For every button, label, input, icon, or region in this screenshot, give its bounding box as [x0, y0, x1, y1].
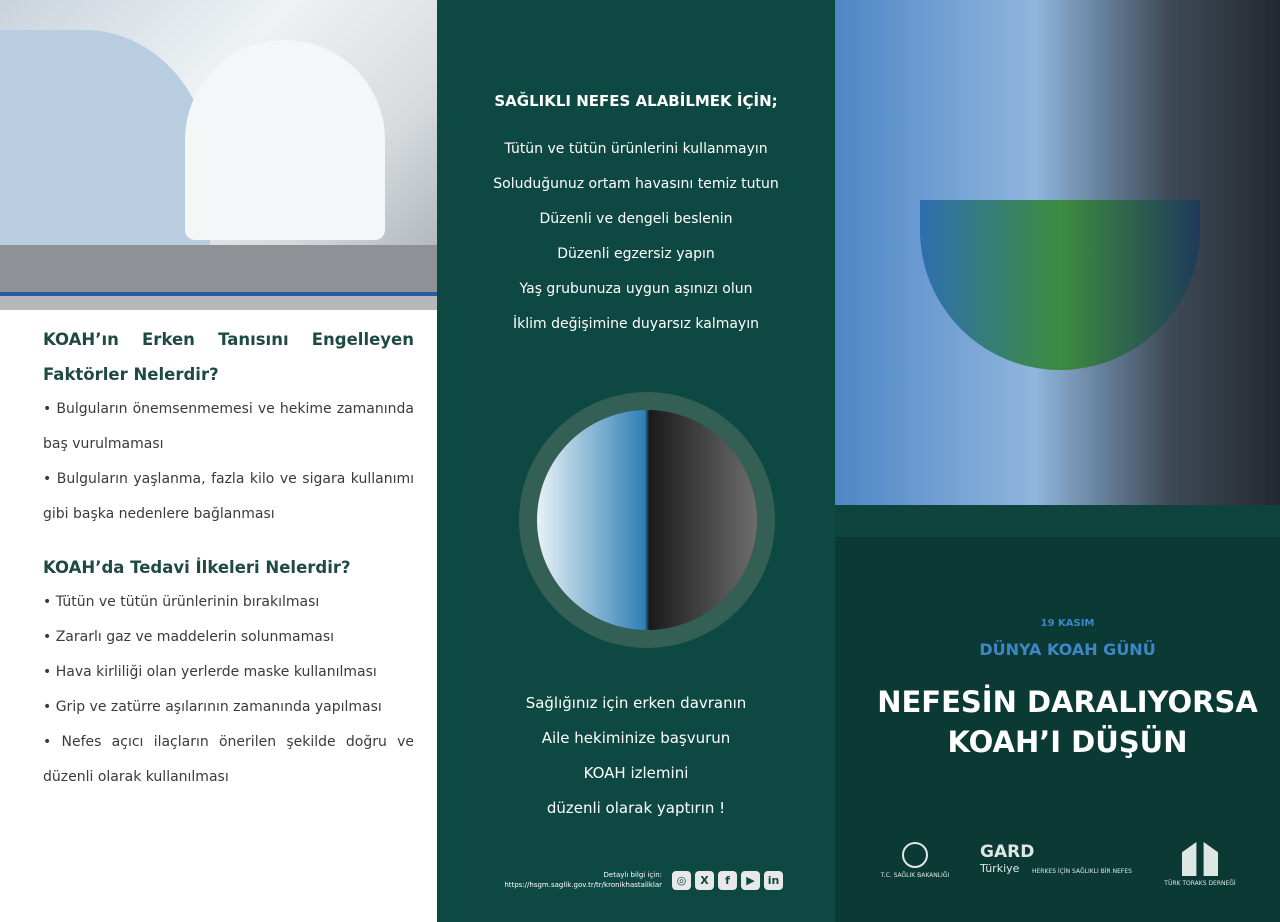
info-url[interactable]: https://hsgm.saglik.gov.tr/tr/kronikhastaliklar	[504, 881, 662, 889]
heading-treatment: KOAH’da Tedavi İlkeleri Nelerdir?	[43, 558, 351, 577]
event-date: 19 KASIM	[1040, 618, 1095, 629]
principle-item: • Hava kirliliği olan yerlerde maske kullanılması	[43, 664, 377, 680]
gard-logo	[980, 842, 1140, 875]
linkedin-icon[interactable]: in	[764, 871, 783, 890]
tts-name: TÜRK TORAKS DERNEĞİ	[1164, 880, 1236, 887]
tip-item: Düzenli ve dengeli beslenin	[539, 211, 733, 227]
ministry-logo	[875, 842, 955, 879]
left-panel	[0, 0, 437, 922]
right-panel	[835, 0, 1280, 922]
instagram-icon[interactable]: ◎	[672, 871, 691, 890]
info-label: Detaylı bilgi için:	[603, 871, 662, 879]
title-line: KOAH’I DÜŞÜN	[947, 725, 1188, 759]
title-line: NEFESİN DARALIYORSA	[877, 685, 1258, 719]
cta-line: KOAH izlemini	[583, 764, 689, 782]
principle-item: • Nefes açıcı ilaçların önerilen şekilde doğru ve düzenli olarak kullanılması	[43, 734, 414, 785]
band	[835, 505, 1280, 537]
footer-info	[504, 870, 783, 890]
tip-item: Tütün ve tütün ürünlerini kullanmayın	[504, 141, 768, 157]
call-to-action	[437, 686, 835, 826]
youtube-icon[interactable]: ▶	[741, 871, 760, 890]
tip-item: İklim değişimine duyarsız kalmayın	[513, 316, 759, 332]
facebook-icon[interactable]: f	[718, 871, 737, 890]
cta-line: Aile hekiminize başvurun	[541, 729, 731, 747]
middle-panel	[437, 0, 835, 922]
tts-logo	[1160, 842, 1240, 887]
principle-item: • Tütün ve tütün ürünlerinin bırakılması	[43, 594, 320, 610]
earth-pollution-image	[835, 0, 1280, 505]
principle-item: • Grip ve zatürre aşılarının zamanında yapılması	[43, 699, 382, 715]
gard-name: GARD	[980, 842, 1035, 862]
gard-tagline: HERKES İÇİN SAĞLIKLI BİR NEFES	[1032, 868, 1132, 875]
factor-item: • Bulguların yaşlanma, fazla kilo ve sigara kullanımı gibi başka nedenlere bağlanması	[43, 471, 414, 522]
principle-item: • Zararlı gaz ve maddelerin solunmaması	[43, 629, 334, 645]
ministry-name: T.C. SAĞLIK BAKANLIĞI	[880, 872, 950, 879]
cta-line: düzenli olarak yaptırın !	[546, 799, 726, 817]
gard-sub: Türkiye	[980, 862, 1020, 875]
photo-band	[0, 296, 437, 310]
doctor-photo	[0, 0, 437, 292]
factor-item: • Bulguların önemsenmemesi ve hekime zamanında baş vurulmaması	[43, 401, 414, 452]
globe-illustration	[537, 410, 757, 630]
tips-heading: SAĞLIKLI NEFES ALABİLMEK İÇİN;	[494, 92, 778, 110]
tip-item: Düzenli egzersiz yapın	[557, 246, 715, 262]
tip-item: Yaş grubunuza uygun aşınızı olun	[519, 281, 753, 297]
tip-item: Soluduğunuz ortam havasını temiz tutun	[493, 176, 779, 192]
left-text	[43, 322, 414, 795]
x-icon[interactable]: X	[695, 871, 714, 890]
cta-line: Sağlığınız için erken davranın	[525, 694, 747, 712]
heading-early-diagnosis: KOAH’ın Erken Tanısını Engelleyen Faktörler Nelerdir?	[43, 330, 414, 384]
campaign-title	[835, 682, 1280, 762]
event-name: DÜNYA KOAH GÜNÜ	[979, 640, 1156, 659]
tips-list	[437, 132, 835, 342]
